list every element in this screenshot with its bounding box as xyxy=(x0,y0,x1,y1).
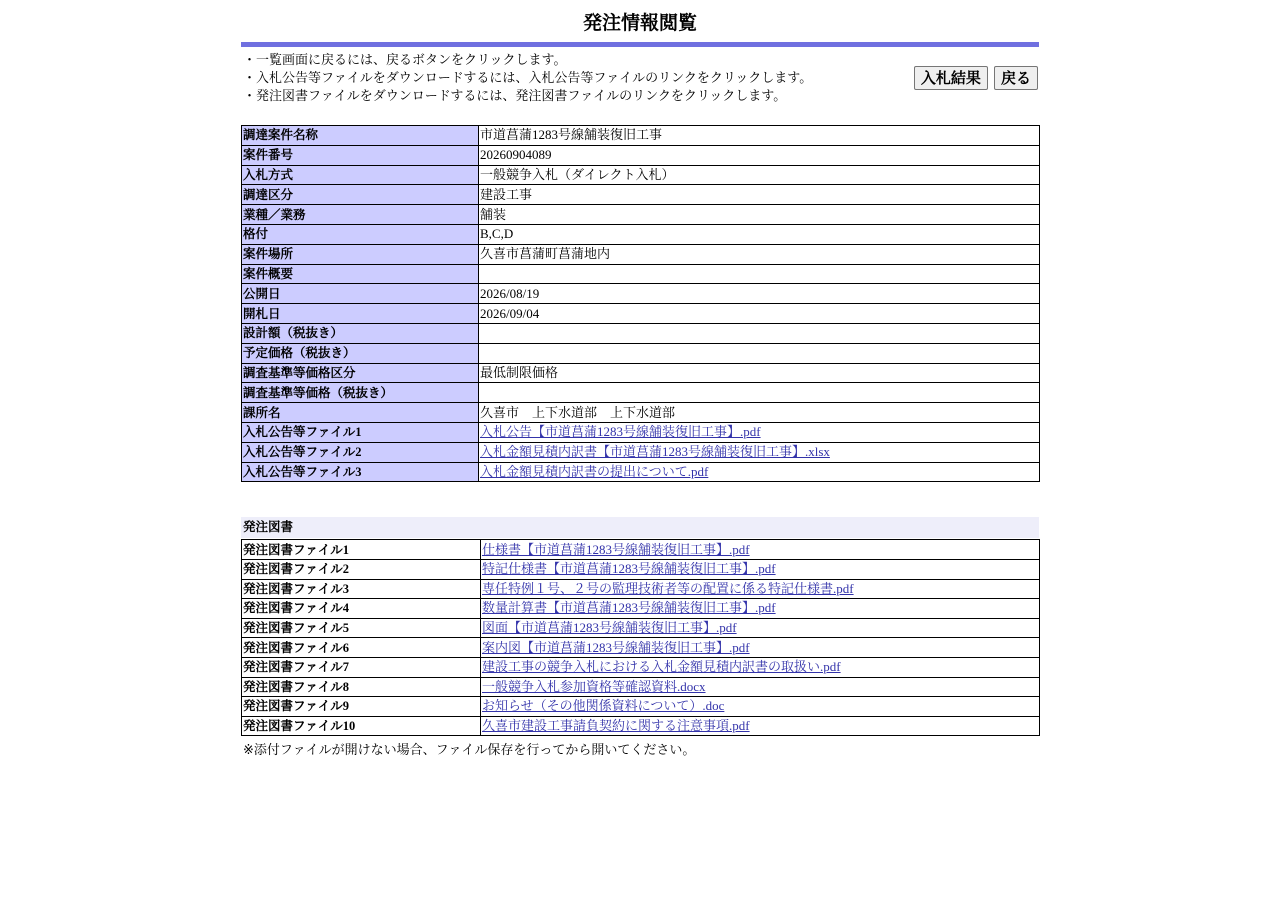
doc-row xyxy=(242,697,1040,717)
info-label: 入札公告等ファイル1 xyxy=(242,422,479,442)
announcement-file-link[interactable]: 入札金額見積内訳書【市道菖蒲1283号線舗装復旧工事】.xlsx xyxy=(480,444,830,460)
info-row xyxy=(242,422,1040,442)
info-value-cell: 建設工事 xyxy=(479,185,1040,205)
announcement-file-link[interactable]: 入札公告【市道菖蒲1283号線舗装復旧工事】.pdf xyxy=(480,424,761,440)
info-row xyxy=(242,244,1040,264)
info-row xyxy=(242,403,1040,423)
info-value-cell: 久喜市 上下水道部 上下水道部 xyxy=(479,403,1040,423)
info-label: 業種／業務 xyxy=(242,205,479,225)
info-row xyxy=(242,323,1040,343)
doc-label: 発注図書ファイル6 xyxy=(242,638,481,658)
instructions xyxy=(243,52,812,106)
doc-value-cell xyxy=(481,559,1040,579)
info-value-cell: 舗装 xyxy=(479,205,1040,225)
info-label: 設計額（税抜き） xyxy=(242,323,479,343)
page-container xyxy=(241,0,1039,758)
doc-label: 発注図書ファイル9 xyxy=(242,697,481,717)
doc-value-cell xyxy=(481,579,1040,599)
doc-value-cell xyxy=(481,638,1040,658)
info-value-cell xyxy=(479,462,1040,482)
info-label: 入札公告等ファイル3 xyxy=(242,462,479,482)
page-title: 発注情報閲覧 xyxy=(582,12,697,34)
doc-file-link[interactable]: 特記仕様書【市道菖蒲1283号線舗装復旧工事】.pdf xyxy=(482,561,776,577)
doc-file-link[interactable]: 久喜市建設工事請負契約に関する注意事項.pdf xyxy=(482,717,750,733)
info-value-cell: 2026/09/04 xyxy=(479,304,1040,324)
doc-value-cell xyxy=(481,716,1040,736)
doc-row xyxy=(242,540,1040,560)
footnote: ※添付ファイルが開けない場合、ファイル保存を行ってから開いてください。 xyxy=(243,743,696,759)
info-label: 開札日 xyxy=(242,304,479,324)
doc-row xyxy=(242,638,1040,658)
doc-row xyxy=(242,677,1040,697)
info-label: 格付 xyxy=(242,224,479,244)
info-row xyxy=(242,224,1040,244)
info-row xyxy=(242,126,1040,146)
info-row xyxy=(242,145,1040,165)
doc-label: 発注図書ファイル2 xyxy=(242,559,481,579)
action-buttons xyxy=(913,66,1038,90)
info-row xyxy=(242,383,1040,403)
doc-file-link[interactable]: 一般競争入札参加資格等確認資料.docx xyxy=(482,678,706,694)
doc-file-link[interactable]: 図面【市道菖蒲1283号線舗装復旧工事】.pdf xyxy=(482,620,737,636)
info-label: 課所名 xyxy=(242,403,479,423)
info-row xyxy=(242,185,1040,205)
info-value-cell: 2026/08/19 xyxy=(479,284,1040,304)
info-label: 調査基準等価格（税抜き） xyxy=(242,383,479,403)
info-label: 調査基準等価格区分 xyxy=(242,363,479,383)
doc-file-link[interactable]: お知らせ（その他関係資料について）.doc xyxy=(482,698,725,714)
doc-row xyxy=(242,599,1040,619)
info-row xyxy=(242,284,1040,304)
doc-file-link[interactable]: 専任特例１号、２号の監理技術者等の配置に係る特記仕様書.pdf xyxy=(482,580,854,596)
bid-result-button[interactable]: 入札結果 xyxy=(914,66,988,90)
info-row xyxy=(242,442,1040,462)
info-value-cell: 20260904089 xyxy=(479,145,1040,165)
info-value-cell xyxy=(479,343,1040,363)
info-label: 公開日 xyxy=(242,284,479,304)
docs-table xyxy=(241,539,1040,736)
info-row xyxy=(242,462,1040,482)
info-value-cell xyxy=(479,442,1040,462)
info-row xyxy=(242,264,1040,284)
doc-row xyxy=(242,657,1040,677)
info-label: 調達案件名称 xyxy=(242,126,479,146)
doc-label: 発注図書ファイル5 xyxy=(242,618,481,638)
doc-label: 発注図書ファイル1 xyxy=(242,540,481,560)
doc-file-link[interactable]: 仕様書【市道菖蒲1283号線舗装復旧工事】.pdf xyxy=(482,541,750,557)
info-label: 入札公告等ファイル2 xyxy=(242,442,479,462)
info-value-cell xyxy=(479,264,1040,284)
info-table xyxy=(241,125,1040,482)
doc-label: 発注図書ファイル10 xyxy=(242,716,481,736)
doc-file-link[interactable]: 案内図【市道菖蒲1283号線舗装復旧工事】.pdf xyxy=(482,639,750,655)
doc-label: 発注図書ファイル3 xyxy=(242,579,481,599)
info-row xyxy=(242,304,1040,324)
info-row xyxy=(242,205,1040,225)
back-button[interactable]: 戻る xyxy=(994,66,1038,90)
doc-row xyxy=(242,716,1040,736)
info-value-cell: 久喜市菖蒲町菖蒲地内 xyxy=(479,244,1040,264)
info-row xyxy=(242,343,1040,363)
info-label: 予定価格（税抜き） xyxy=(242,343,479,363)
doc-value-cell xyxy=(481,618,1040,638)
instruction-line: ・発注図書ファイルをダウンロードするには、発注図書ファイルのリンクをクリックします。 xyxy=(243,89,787,104)
doc-value-cell xyxy=(481,657,1040,677)
doc-row xyxy=(242,579,1040,599)
info-row xyxy=(242,363,1040,383)
doc-file-link[interactable]: 数量計算書【市道菖蒲1283号線舗装復旧工事】.pdf xyxy=(482,600,776,616)
doc-label: 発注図書ファイル7 xyxy=(242,657,481,677)
doc-value-cell xyxy=(481,697,1040,717)
header-area xyxy=(241,47,1039,125)
info-label: 案件番号 xyxy=(242,145,479,165)
info-value-cell: 一般競争入札（ダイレクト入札） xyxy=(479,165,1040,185)
info-label: 案件概要 xyxy=(242,264,479,284)
doc-file-link[interactable]: 建設工事の競争入札における入札金額見積内訳書の取扱い.pdf xyxy=(482,659,841,675)
info-label: 入札方式 xyxy=(242,165,479,185)
info-row xyxy=(242,165,1040,185)
info-value-cell: 市道菖蒲1283号線舗装復旧工事 xyxy=(479,126,1040,146)
info-label: 調達区分 xyxy=(242,185,479,205)
doc-value-cell xyxy=(481,540,1040,560)
doc-value-cell xyxy=(481,599,1040,619)
doc-label: 発注図書ファイル4 xyxy=(242,599,481,619)
info-value-cell: B,C,D xyxy=(479,224,1040,244)
info-label: 案件場所 xyxy=(242,244,479,264)
info-value-cell: 最低制限価格 xyxy=(479,363,1040,383)
instruction-line: ・一覧画面に戻るには、戻るボタンをクリックします。 xyxy=(243,53,567,68)
info-value-cell xyxy=(479,422,1040,442)
doc-row xyxy=(242,559,1040,579)
section-header-docs: 発注図書 xyxy=(241,517,1039,538)
info-value-cell xyxy=(479,323,1040,343)
doc-value-cell xyxy=(481,677,1040,697)
doc-row xyxy=(242,618,1040,638)
announcement-file-link[interactable]: 入札金額見積内訳書の提出について.pdf xyxy=(480,463,709,479)
instruction-line: ・入札公告等ファイルをダウンロードするには、入札公告等ファイルのリンクをクリックします。 xyxy=(243,71,813,86)
info-value-cell xyxy=(479,383,1040,403)
doc-label: 発注図書ファイル8 xyxy=(242,677,481,697)
